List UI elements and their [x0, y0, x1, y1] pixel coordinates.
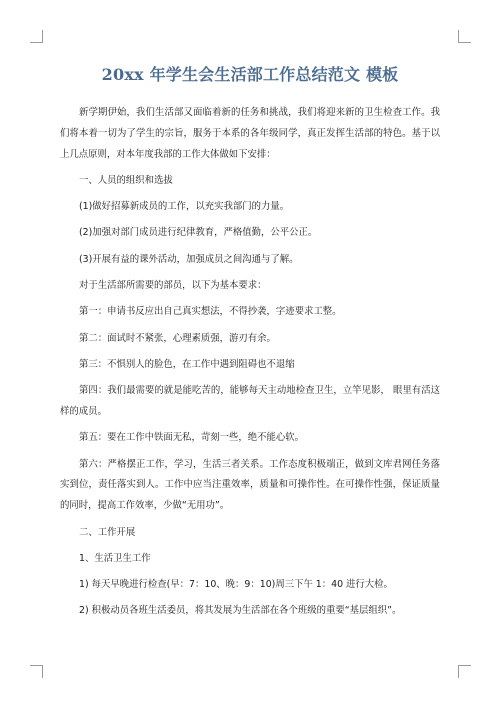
crop-mark-top-right — [458, 30, 471, 43]
crop-mark-bottom-left — [30, 665, 43, 678]
crop-mark-bottom-right — [458, 665, 471, 678]
paragraph: 第三：不惧别人的脸色，在工作中遇到阻碍也不退缩 — [79, 358, 295, 370]
paragraph: (3)开展有益的课外活动，加强成员之间沟通与了解。 — [79, 253, 299, 265]
paragraph: 第五：要在工作中铁面无私，苛刻一些，绝不能心软。 — [79, 432, 305, 444]
paragraph: 第一：申请书反应出自己真实想法，不得抄袭，字迹要求工整。 — [79, 306, 342, 318]
paragraph: 1) 每天早晚进行检查(早：7：10、晚：9：10)周三下午 1：40 进行大检。 — [79, 579, 393, 591]
paragraph: 第六：严格摆正工作，学习，生活三者关系。工作态度积极端正，做到文库君网任务落实到位，责任落实到人。工作中应当注重效率，质量和可操作性。在可操作性强，保证质量的同时，提高工作效率，少做“无用功”。 — [60, 458, 440, 512]
paragraph: 2) 积极动员各班生活委员，将其发展为生活部在各个班级的重要“基层组织”。 — [79, 605, 402, 617]
paragraph: 第四：我们最需要的就是能吃苦的，能够每天主动地检查卫生，立竿见影， 眼里有活这样的成员。 — [60, 385, 440, 418]
paragraph: 二、工作开展 — [79, 526, 136, 538]
paragraph: 第二：面试时不紧张，心理素质强，游刃有余。 — [79, 332, 276, 344]
paragraph: (1)做好招募新成员的工作，以充实我部门的力量。 — [79, 201, 290, 213]
document-body — [60, 103, 440, 628]
paragraph: 对于生活部所需要的部员，以下为基本要求： — [79, 280, 267, 292]
paragraph: 一、人员的组织和选拔 — [79, 174, 173, 186]
document-title: 20xx 年学生会生活部工作总结范文 模板 — [101, 65, 399, 84]
paragraph: 新学期伊始，我们生活部又面临着新的任务和挑战，我们将迎来新的卫生检查工作。我们将本着一切为了学生的宗旨，服务于本系的各年级同学，真正发挥生活部的特色。基于以上几点原则，对本年度我部的工作大体做如下安排： — [60, 107, 440, 160]
paragraph: (2)加强对部门成员进行纪律教育，严格值勤，公平公正。 — [79, 227, 318, 239]
crop-mark-top-left — [30, 30, 43, 43]
paragraph: 1、生活卫生工作 — [79, 552, 151, 564]
